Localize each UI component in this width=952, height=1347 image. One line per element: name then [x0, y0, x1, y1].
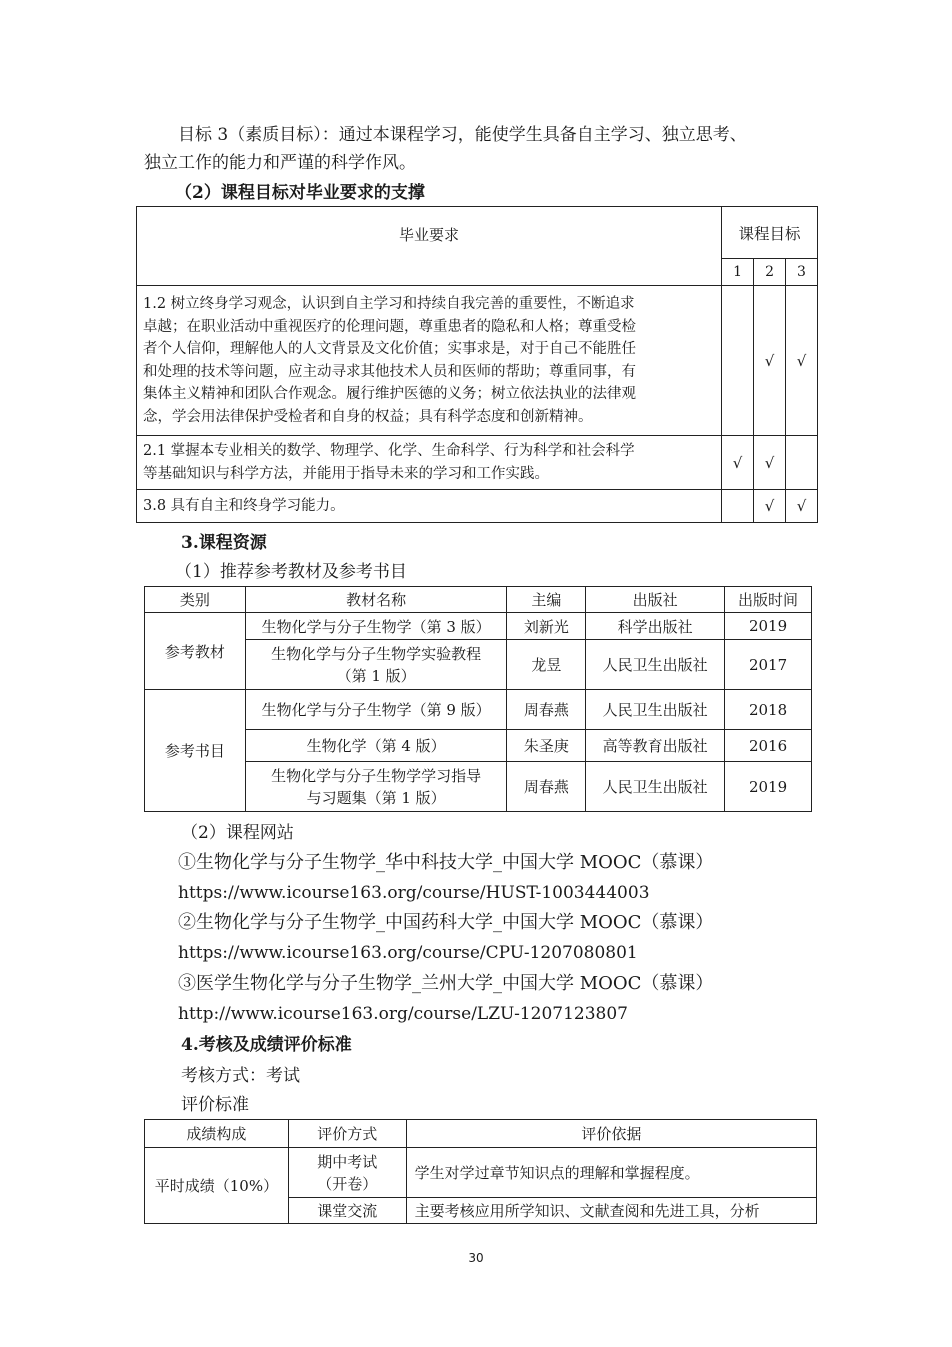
goal3-line1: 目标 3（素质目标）：通过本课程学习，能使学生具备自主学习、独立思考、	[178, 125, 747, 145]
books-heading: （1）推荐参考教材及参考书目	[175, 562, 407, 582]
criteria-header-method: 评价方式	[288, 1120, 406, 1148]
resources-heading: 3.课程资源	[181, 533, 267, 553]
books-header-editor: 主编	[507, 587, 586, 613]
book-name	[245, 762, 507, 812]
book-publisher: 人民卫生出版社	[586, 640, 725, 690]
req-line: 等基础知识与科学方法，并能用于指导未来的学习和工作实践。	[143, 465, 549, 482]
req-line: 和处理的技术等问题，应主动寻求其他技术人员和医师的帮助；尊重同事，有	[143, 363, 636, 380]
book-year: 2019	[725, 762, 812, 812]
book-name: 生物化学与分子生物学（第 3 版）	[245, 613, 507, 640]
website-title: ②生物化学与分子生物学_中国药科大学_中国大学 MOOC（慕课）	[178, 912, 714, 933]
website-title: ①生物化学与分子生物学_华中科技大学_中国大学 MOOC（慕课）	[178, 852, 714, 873]
req-line: 者个人信仰，理解他人的人文背景及文化价值；实事求是，对于自己不能胜任	[143, 341, 636, 357]
criteria-header-component: 成绩构成	[145, 1120, 289, 1148]
book-name-line: （第 1 版）	[336, 666, 416, 685]
book-name: 生物化学（第 4 版）	[245, 730, 507, 762]
check-mark: √	[754, 286, 786, 436]
check-mark: √	[786, 490, 818, 523]
col-goals-header: 课程目标	[722, 207, 818, 259]
component-regular: 平时成绩（10%）	[145, 1148, 289, 1224]
support-heading: （2）课程目标对毕业要求的支撑	[175, 183, 425, 203]
criteria-table	[144, 1119, 817, 1224]
goal3-line2: 独立工作的能力和严谨的科学作风。	[144, 153, 416, 173]
check-mark: √	[754, 490, 786, 523]
book-publisher: 人民卫生出版社	[586, 762, 725, 812]
book-name: 生物化学与分子生物学（第 9 版）	[245, 690, 507, 730]
category-textbook: 参考教材	[145, 613, 246, 690]
req-line: 3.8 具有自主和终身学习能力。	[143, 497, 345, 514]
book-name-line: 与习题集（第 1 版）	[306, 788, 446, 807]
req-line: 1.2 树立终身学习观念，认识到自主学习和持续自我完善的重要性，不断追求	[143, 296, 635, 312]
req-line: 集体主义精神和团队合作观念。履行维护医德的义务；树立依法执业的法律观	[143, 386, 636, 402]
assessment-method: 考核方式：考试	[181, 1066, 300, 1086]
requirement-2-1	[137, 436, 722, 490]
book-editor: 刘新光	[507, 613, 586, 640]
books-header-name: 教材名称	[245, 587, 507, 613]
website-url[interactable]: http://www.icourse163.org/course/LZU-1207123807	[178, 1004, 628, 1024]
websites-heading: （2）课程网站	[181, 823, 294, 843]
method-line: （开卷）	[317, 1174, 378, 1193]
goal-number: 3	[786, 259, 818, 286]
check-mark: √	[786, 286, 818, 436]
book-year: 2017	[725, 640, 812, 690]
book-editor: 龙昱	[507, 640, 586, 690]
website-url[interactable]: https://www.icourse163.org/course/CPU-1207080801	[178, 943, 638, 963]
goal-number: 2	[754, 259, 786, 286]
check-mark	[722, 286, 754, 436]
book-name-line: 生物化学与分子生物学实验教程	[271, 644, 482, 663]
basis-midterm: 学生对学过章节知识点的理解和掌握程度。	[406, 1148, 816, 1198]
requirement-3-8	[137, 490, 722, 523]
support-table	[136, 206, 818, 523]
method-line: 期中考试	[317, 1152, 378, 1171]
website-url[interactable]: https://www.icourse163.org/course/HUST-1003444003	[178, 883, 650, 903]
book-year: 2016	[725, 730, 812, 762]
goal-number: 1	[722, 259, 754, 286]
check-mark	[786, 436, 818, 490]
check-mark	[722, 490, 754, 523]
website-title: ③医学生物化学与分子生物学_兰州大学_中国大学 MOOC（慕课）	[178, 973, 714, 994]
category-reference: 参考书目	[145, 690, 246, 812]
method-midterm	[288, 1148, 406, 1198]
req-line: 念，学会用法律保护受检者和自身的权益；具有科学态度和创新精神。	[143, 408, 593, 425]
book-publisher: 人民卫生出版社	[586, 690, 725, 730]
books-table	[144, 586, 812, 812]
book-publisher: 高等教育出版社	[586, 730, 725, 762]
check-mark: √	[754, 436, 786, 490]
page-number: 30	[468, 1251, 484, 1265]
books-header-year: 出版时间	[725, 587, 812, 613]
col-requirement-header: 毕业要求	[137, 207, 722, 286]
book-editor: 朱圣庚	[507, 730, 586, 762]
books-header-category: 类别	[145, 587, 246, 613]
book-year: 2018	[725, 690, 812, 730]
assessment-heading: 4.考核及成绩评价标准	[181, 1035, 352, 1055]
method-class: 课堂交流	[288, 1198, 406, 1224]
check-mark: √	[722, 436, 754, 490]
book-editor: 周春燕	[507, 762, 586, 812]
book-year: 2019	[725, 613, 812, 640]
req-line: 2.1 掌握本专业相关的数学、物理学、化学、生命科学、行为科学和社会科学	[143, 443, 635, 459]
book-name	[245, 640, 507, 690]
criteria-heading: 评价标准	[181, 1095, 249, 1115]
criteria-header-basis: 评价依据	[406, 1120, 816, 1148]
req-line: 卓越；在职业活动中重视医疗的伦理问题，尊重患者的隐私和人格；尊重受检	[143, 318, 636, 335]
requirement-1-2	[137, 286, 722, 436]
book-editor: 周春燕	[507, 690, 586, 730]
book-publisher: 科学出版社	[586, 613, 725, 640]
basis-class: 主要考核应用所学知识、文献查阅和先进工具，分析	[406, 1198, 816, 1224]
book-name-line: 生物化学与分子生物学学习指导	[271, 766, 482, 785]
books-header-publisher: 出版社	[586, 587, 725, 613]
